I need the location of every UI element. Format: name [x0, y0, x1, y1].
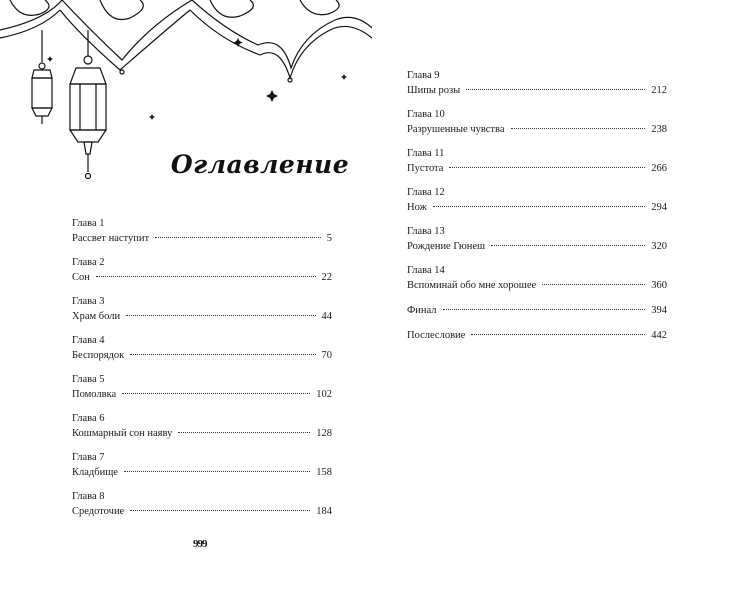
dot-leader	[466, 89, 645, 90]
spacer	[407, 177, 667, 186]
chapter-label: Глава 10	[407, 109, 445, 120]
spacer	[407, 294, 667, 303]
toc-entry	[72, 490, 332, 520]
chapter-label: Глава 4	[72, 335, 105, 346]
toc-line	[407, 161, 667, 177]
spacer	[407, 138, 667, 147]
page-number: 360	[651, 280, 667, 291]
page-number: 44	[321, 311, 332, 322]
toc-line	[407, 200, 667, 216]
dot-leader	[155, 237, 321, 238]
toc-entry	[72, 217, 332, 247]
page-number: 442	[651, 330, 667, 341]
toc-line	[407, 328, 667, 344]
toc-right-column	[407, 69, 667, 344]
chapter-label: Глава 12	[407, 187, 445, 198]
toc-line	[72, 504, 332, 520]
dot-leader	[96, 276, 316, 277]
spacer	[72, 286, 332, 295]
toc-line	[407, 278, 667, 294]
chapter-label: Глава 14	[407, 265, 445, 276]
chapter-title: Вспоминай обо мне хорошее	[407, 280, 537, 291]
page-number: 294	[651, 202, 667, 213]
spacer	[72, 364, 332, 373]
toc-entry	[407, 186, 667, 216]
dot-leader	[130, 354, 315, 355]
chapter-title: Пустота	[407, 163, 444, 174]
toc-entry	[407, 108, 667, 138]
chapter-label: Глава 13	[407, 226, 445, 237]
page-number: 102	[316, 389, 332, 400]
dot-leader	[122, 393, 310, 394]
chapter-label: Глава 5	[72, 374, 105, 385]
toc-line	[72, 387, 332, 403]
toc-entry	[407, 69, 667, 99]
chapter-title: Нож	[407, 202, 427, 213]
toc-line	[72, 426, 332, 442]
chapter-title: Рассвет наступит	[72, 233, 150, 244]
chapter-label: Глава 6	[72, 413, 105, 424]
page-number: 238	[651, 124, 667, 135]
chapter-title: Средоточие	[72, 506, 125, 517]
spacer	[72, 403, 332, 412]
toc-line	[407, 239, 667, 255]
toc-line	[407, 303, 667, 319]
chapter-title: Рождение Гюнеш	[407, 241, 486, 252]
folio-ornament: 999	[193, 538, 207, 550]
toc-line	[72, 348, 332, 364]
toc-line	[72, 309, 332, 325]
spacer	[407, 255, 667, 264]
chapter-label: Глава 7	[72, 452, 105, 463]
page-number: 70	[321, 350, 332, 361]
chapter-label: Глава 3	[72, 296, 105, 307]
page-number: 158	[316, 467, 332, 478]
spacer	[72, 325, 332, 334]
page-number: 394	[651, 305, 667, 316]
dot-leader	[433, 206, 645, 207]
toc-entry	[72, 412, 332, 442]
chapter-label: Глава 8	[72, 491, 105, 502]
chapter-title: Беспорядок	[72, 350, 125, 361]
toc-line	[72, 231, 332, 247]
toc-entry	[72, 451, 332, 481]
toc-entry	[72, 334, 332, 364]
spacer	[407, 99, 667, 108]
toc-line	[407, 83, 667, 99]
toc-entry	[407, 328, 667, 344]
toc-entry	[72, 295, 332, 325]
dot-leader	[124, 471, 310, 472]
toc-entry	[407, 264, 667, 294]
dot-leader	[471, 334, 645, 335]
dot-leader	[491, 245, 645, 246]
spacer	[72, 247, 332, 256]
toc-line	[407, 122, 667, 138]
chapter-title: Кошмарный сон наяву	[72, 428, 173, 439]
page-number: 184	[316, 506, 332, 517]
spacer	[72, 481, 332, 490]
chapter-title: Финал	[407, 305, 437, 316]
chapter-label: Глава 1	[72, 218, 105, 229]
toc-line	[72, 465, 332, 481]
spacer	[72, 442, 332, 451]
page-number: 5	[326, 233, 332, 244]
toc-entry	[72, 373, 332, 403]
page-number: 22	[321, 272, 332, 283]
chapter-title: Помолвка	[72, 389, 117, 400]
dot-leader	[178, 432, 310, 433]
chapter-title: Послесловие	[407, 330, 466, 341]
chapter-title: Шипы розы	[407, 85, 461, 96]
chapter-title: Кладбище	[72, 467, 118, 478]
dot-leader	[130, 510, 310, 511]
chapter-title: Разрушенные чувства	[407, 124, 505, 135]
page-number: 128	[316, 428, 332, 439]
spacer	[407, 319, 667, 328]
spacer	[407, 216, 667, 225]
toc-entry	[407, 225, 667, 255]
toc-entry	[72, 256, 332, 286]
toc-entry	[407, 147, 667, 177]
chapter-title: Сон	[72, 272, 90, 283]
dot-leader	[511, 128, 646, 129]
toc-left-column	[72, 217, 332, 520]
chapter-title: Храм боли	[72, 311, 121, 322]
chapter-label: Глава 11	[407, 148, 445, 159]
dot-leader	[443, 309, 646, 310]
toc-line	[72, 270, 332, 286]
dot-leader	[542, 284, 645, 285]
page-number: 320	[651, 241, 667, 252]
page-number: 212	[651, 85, 667, 96]
toc-entry	[407, 303, 667, 319]
chapter-label: Глава 9	[407, 70, 440, 81]
right-page	[372, 0, 744, 604]
page-number: 266	[651, 163, 667, 174]
dot-leader	[449, 167, 645, 168]
dot-leader	[126, 315, 315, 316]
toc-heading: Оглавление	[170, 150, 350, 179]
chapter-label: Глава 2	[72, 257, 105, 268]
